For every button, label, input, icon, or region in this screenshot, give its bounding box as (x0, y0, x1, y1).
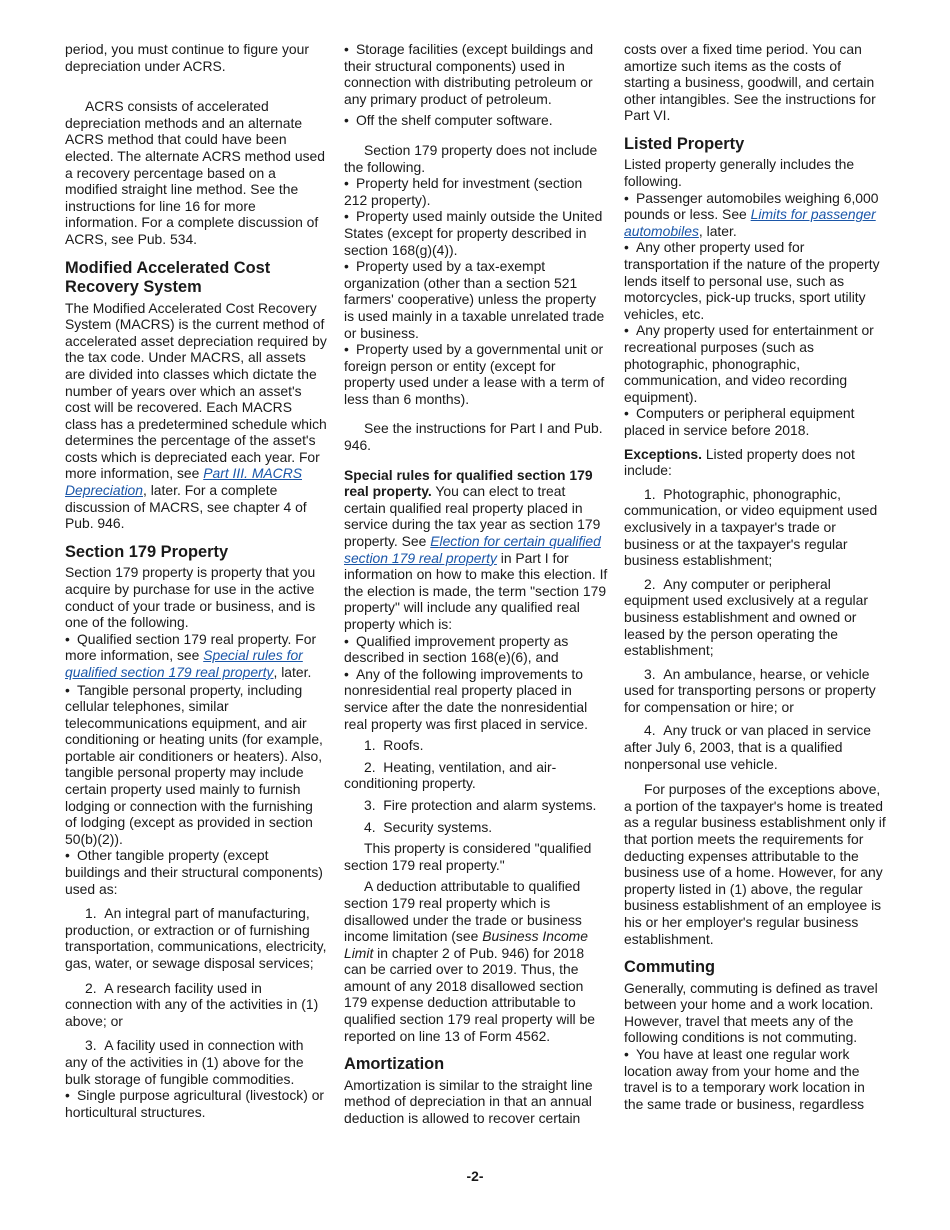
heading-section-179: Section 179 Property (65, 542, 229, 561)
paragraph-see-part-i: See the instructions for Part I and Pub. 946. (344, 420, 603, 454)
bullet-icon: • (65, 1087, 70, 1104)
paragraph-section-179: Section 179 property is property that you acquire by purchase for use in the active conduct of your trade or business, and is one of the following. (65, 564, 316, 631)
bullet-tax-exempt: • Property used by a tax-exempt organization (other than a section 521 farmers' cooperative) unless the property is used mainly in a taxable unrelated trade or business. (344, 258, 605, 341)
italic-business-income-limit: Business Income Limit (344, 928, 588, 961)
bullet-regular-work: • You have at least one regular work location away from your home and the travel is to a temporary work location in the same trade or business, regardless (624, 1046, 865, 1112)
column-2 (344, 41, 608, 1127)
bullet-entertainment: • Any property used for entertainment or recreational purposes (such as photographic, phonographic, communication, and video recording equipment). (624, 322, 874, 405)
numbered-item-3: 3. A facility used in connection with any of the activities in (1) above for the bulk storage of fungible commodities. (65, 1037, 304, 1087)
paragraph-exceptions: Exceptions. Listed property does not include: (624, 445, 855, 479)
paragraph-deduction: A deduction attributable to qualified section 179 real property which is disallowed under the trade or business income limitation (see Business Income Limit in chapter 2 of Pub. 946) for 2018 can be carried over to 2019. Thus, the amount of any 2018 disallowed section 179 expense deduction attributable to qualified section 179 real property will be reported on line 13 of Form 4562. (344, 878, 595, 1044)
paragraph-considered: This property is considered "qualified section 179 real property." (344, 840, 592, 873)
link-election-qualified[interactable]: Election for certain qualified section 179 real property (344, 533, 601, 566)
exception-item-3: 3. An ambulance, hearse, or vehicle used for transporting persons or property for compensation or hire; or (624, 665, 876, 715)
paragraph-amortization: Amortization is similar to the straight line method of depreciation in that an annual deduction is allowed to recover certain (344, 1076, 593, 1126)
bullet-icon: • (344, 258, 349, 275)
bullet-investment: • Property held for investment (section 212 property). (344, 175, 583, 208)
exception-item-1: 1. Photographic, phonographic, communication, or video equipment used exclusively in a taxpayer's trade or business or at the taxpayer's regular business establishment; (624, 485, 878, 569)
hvac-item: 2. Heating, ventilation, and air-conditioning property. (344, 758, 557, 792)
runin-exceptions: Exceptions. (624, 445, 702, 462)
bullet-any-improvements: • Any of the following improvements to nonresidential real property placed in service after the date the nonresidential real property was first placed in service. (344, 665, 588, 732)
bullet-tangible: • Tangible personal property, including cellular telephones, similar telecommunications equipment, and air conditioning or heating units (for example, portable air conditioners or heaters). Also, tangible personal property may include certain property used mainly to furnish lodging or connection with the furnishing of lodging (except as provided in section 50(b)(2)). (65, 681, 323, 847)
fire-protection-item: 3. Fire protection and alarm systems. (364, 796, 597, 813)
bullet-icon: • (624, 189, 629, 206)
bullet-icon: • (65, 681, 70, 698)
paragraph-special-rules: Special rules for qualified section 179 real property. You can elect to treat certain qualified real property placed in service during the tax year as section 179 property. See Election for certain qualified section 179 real property in Part I for information on how to make this election. If the election is made, the term "section 179 property" will include any qualified real property which is: (344, 466, 608, 632)
bullet-transportation: • Any other property used for transportation if the nature of the property lends itself to personal use, such as motorcycles, pick-up trucks, sport utility vehicles, etc. (624, 239, 880, 322)
paragraph-listed: Listed property generally includes the following. (624, 156, 855, 190)
link-special-rules[interactable]: Special rules for qualified section 179 real property (65, 647, 303, 680)
bullet-icon: • (65, 630, 70, 647)
bullet-passenger-autos: • Passenger automobiles weighing 6,000 pounds or less. See Limits for passenger automobiles, later. (624, 189, 879, 239)
bullet-governmental: • Property used by a governmental unit or foreign person or entity (except for property used under a lease with a term of less than 6 months). (344, 341, 605, 407)
page-number: -2- (466, 1168, 484, 1184)
roofs-item: 1. Roofs. (364, 737, 424, 754)
exception-item-4: 4. Any truck or van placed in service after July 6, 2003, that is a qualified nonpersonal use vehicle. (624, 722, 871, 772)
bullet-icon: • (624, 405, 629, 422)
paragraph-acrs: ACRS consists of accelerated depreciation methods and an alternate ACRS method that could have been elected. The alternate ACRS method used a recovery percentage based on a modified straight line method. See the instructions for line 16 for more information. For a complete discussion of ACRS, see Pub. 534. (65, 98, 325, 247)
bullet-icon: • (344, 175, 349, 192)
link-limits-passenger[interactable]: Limits for passenger automobiles (624, 206, 876, 239)
bullet-qualified-179: • Qualified section 179 real property. For more information, see Special rules for qualified section 179 real property, later. (65, 630, 317, 680)
numbered-item-2: 2. A research facility used in connection with any of the activities in (1) above; or (65, 979, 319, 1029)
heading-commuting: Commuting (624, 958, 716, 977)
bullet-shelf-software: • Off the shelf computer software. (344, 112, 553, 129)
bullet-improvement: • Qualified improvement property as described in section 168(e)(6), and (344, 632, 569, 666)
heading-listed-property: Listed Property (624, 134, 745, 153)
security-systems-item: 4. Security systems. (364, 818, 493, 835)
paragraph-purposes: For purposes of the exceptions above, a portion of the taxpayer's home is treated as a regular business establishment only if that portion meets the requirements for deducting expenses attributable to the business use of a home. However, for any property listed in (1) above, the regular business establishment of an employee is his or her employer's regular business establishment. (624, 781, 886, 947)
bullet-icon: • (344, 112, 349, 129)
column-3 (624, 41, 886, 1112)
bullet-icon: • (65, 847, 70, 864)
bullet-icon: • (624, 322, 629, 339)
paragraph-commuting: Generally, commuting is defined as travel between your home and a work location. However, travel that meets any of the following conditions is not commuting. (624, 979, 878, 1046)
paragraph-macrs: The Modified Accelerated Cost Recovery System (MACRS) is the current method of accelerated asset depreciation required by the tax code. Under MACRS, all assets are divided into classes which dictate the number of years over which an asset's cost will be recovered. Each MACRS class has a predetermined schedule which determines the percentage of the asset's costs which is depreciated each year. For more information, see Part III. MACRS Depreciation, later. For a complete discussion of MACRS, see chapter 4 of Pub. 946. (65, 299, 327, 532)
bullet-icon: • (344, 632, 349, 649)
exception-item-2: 2. Any computer or peripheral equipment used exclusively at a regular business establishment and owned or leased by the person operating the establishment; (624, 575, 868, 659)
bullet-single-purpose: • Single purpose agricultural (livestock) or horticultural structures. (65, 1087, 325, 1120)
paragraph-period: period, you must continue to figure your depreciation under ACRS. (65, 41, 309, 74)
heading-macrs: Modified Accelerated Cost Recovery System (65, 258, 271, 297)
bullet-outside-us: • Property used mainly outside the United States (except for property described in section 168(g)(4)). (344, 208, 603, 258)
bullet-computers: • Computers or peripheral equipment placed in service before 2018. (624, 405, 855, 438)
paragraph-costs: costs over a fixed time period. You can amortize such items as the costs of starting a business, goodwill, and certain other intangibles. See the instructions for Part VI. (624, 41, 876, 124)
bullet-icon: • (344, 208, 349, 225)
bullet-other-tangible: • Other tangible property (except buildings and their structural components) used as: (65, 847, 323, 897)
numbered-item-1: 1. An integral part of manufacturing, production, or extraction or of furnishing transportation, communications, electricity, gas, water, or sewage disposal services; (65, 905, 327, 971)
bullet-icon: • (624, 1046, 629, 1063)
heading-amortization: Amortization (344, 1055, 445, 1074)
bullet-icon: • (344, 341, 349, 358)
column-1 (65, 41, 327, 1120)
runin-special-rules: Special rules for qualified section 179 real property. (344, 466, 593, 500)
bullet-icon: • (624, 239, 629, 256)
link-part-iii-macrs[interactable]: Part III. MACRS Depreciation (65, 465, 302, 499)
bullet-icon: • (344, 41, 349, 57)
bullet-icon: • (344, 665, 349, 682)
bullet-storage: • Storage facilities (except buildings and their structural components) used in connection with distributing petroleum or any primary product of petroleum. (344, 41, 594, 107)
paragraph-not-include: Section 179 property does not include the following. (344, 141, 598, 175)
